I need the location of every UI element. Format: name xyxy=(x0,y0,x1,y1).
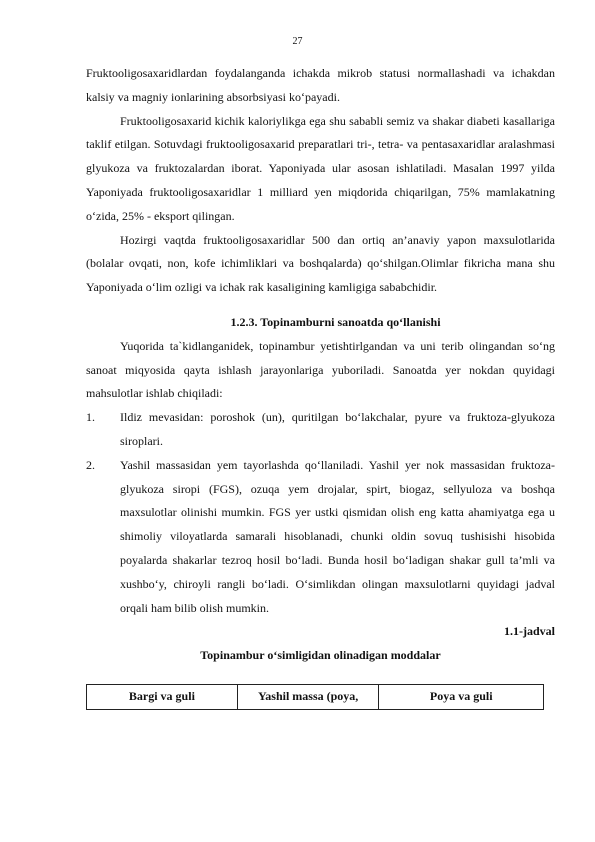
table-header-cell: Yashil massa (poya, xyxy=(237,684,379,709)
list-item-number: 2. xyxy=(86,457,95,472)
list-item xyxy=(86,406,555,454)
products-table xyxy=(86,684,544,710)
table-id: 1.1-jadval xyxy=(504,624,555,639)
paragraph-3: Hozirgi vaqtda fruktooligosaxaridlar 500 dan ortiq an’anaviy yapon maxsulotlarida (bolalar ovqati, non, kofe ichimliklari va boshqalarda) qoʻshilgan.Olimlar fikricha mana shu Yaponiyada oʻlim ozligi va ichak rak kasaligining kamligiga sababchidir. xyxy=(86,232,555,295)
section-heading: 1.2.3. Topinamburni sanoatda qoʻllanishi xyxy=(230,314,441,329)
section-intro: Yuqorida ta`kidlanganidek, topinambur yetishtirlgandan va uni terib olingandan soʻng sanoat miqyosida qayta ishlash jarayonlariga yuboriladi. Sanoatda yer nokdan quyidagi mahsulotlar ishlab chiqiladi: xyxy=(86,338,555,401)
list-item-text: Ildiz mevasidan: poroshok (un), quritilgan boʻlakchalar, pyure va fruktoza-glyukoza siroplari. xyxy=(120,410,555,448)
list-item xyxy=(86,454,555,621)
page-number: 27 xyxy=(292,36,303,47)
table-header-row xyxy=(87,684,544,709)
list-item-text: Yashil massasidan yem tayorlashda qoʻllaniladi. Yashil yer nok massasidan fruktoza-glyukoza siropi (FGS), ozuqa yem drojalar, spirt, biogaz, sellyuloza va boshqa maxsulotlar olinishi mumkin. FGS yer ustki qismidan olish eng katta ahamiyatga ega u shimoliy viloyatlarda samarali hisoblanadi, chunki oldin sovuq tushisishi hisobida poyalarda shakarlar tezroq hosil boʻladi. Bunda hosil boʻladigan shakar gull ta’mli va xushboʻy, chiroyli rangli boʻladi. Oʻsimlikdan olingan maxsulotlarni quyidagi jadval orqali ham bilib olish mumkin. xyxy=(120,457,555,615)
document-body xyxy=(86,62,555,710)
paragraph-2: Fruktooligosaxarid kichik kaloriylikga ega shu sababli semiz va shakar diabeti kasallariga taklif etilgan. Sotuvdagi fruktooligosaxarid preparatlari tri-, tetra- va pentasaxaridlar aralashmasi glyukoza va fruktozalardan iborat. Yaponiyada ular asosan ishlatiladi. Masalan 1997 yilda Yaponiyada fruktooligosaxaridlar 1 milliard yen miqdorida chiqarilgan, 75% mamlakatning oʻzida, 25% - eksport qilingan. xyxy=(86,113,555,223)
table-header-cell: Poya va guli xyxy=(379,684,544,709)
list-item-number: 1. xyxy=(86,410,95,425)
table-title: Topinambur oʻsimligidan olinadigan moddalar xyxy=(200,648,441,663)
table-header-cell: Bargi va guli xyxy=(87,684,238,709)
paragraph-1: Fruktooligosaxaridlardan foydalanganda ichakda mikrob statusi normallashadi va ichakdan kalsiy va magniy ionlarining absorbsiyasi koʻpayadi. xyxy=(86,66,555,104)
